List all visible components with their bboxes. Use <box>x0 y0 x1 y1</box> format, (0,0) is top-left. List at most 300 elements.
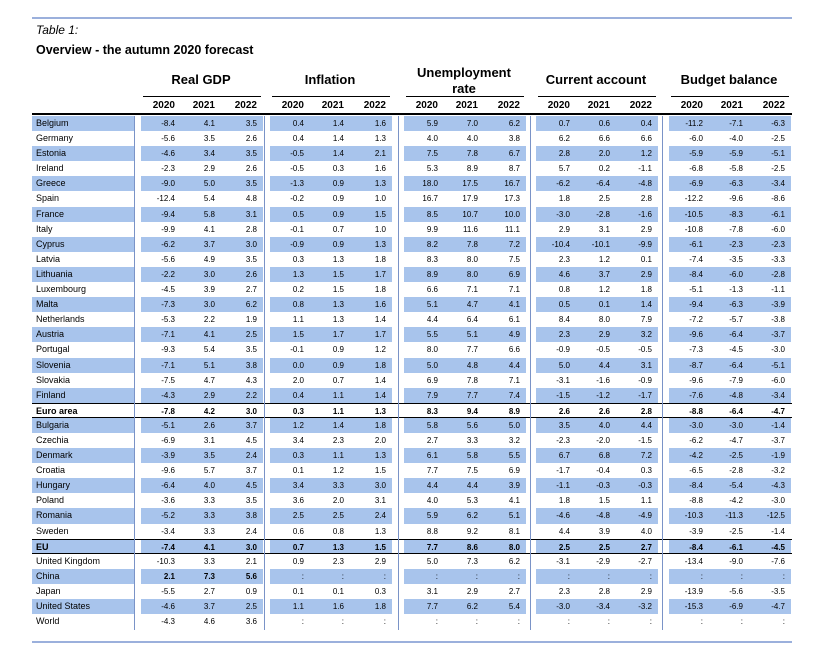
value-cell: 1.5 <box>292 330 304 340</box>
country-label: Japan <box>36 585 61 596</box>
value-cell: 6.6 <box>640 134 652 144</box>
table-row <box>32 478 792 493</box>
value-cell: 2.5 <box>558 542 570 552</box>
country-label: Portugal <box>36 344 70 355</box>
value-cell: 4.0 <box>466 134 478 144</box>
country-label: EU <box>32 540 134 553</box>
country-label: Finland <box>32 388 134 403</box>
value-cell: 1.0 <box>374 194 386 204</box>
table-row <box>32 584 792 599</box>
value-cell: 3.1 <box>245 209 257 219</box>
value-cell: 2.0 <box>598 149 610 159</box>
value-cell: 2.8 <box>640 194 652 204</box>
value-cell: 6.2 <box>466 511 478 521</box>
value-cell: -5.6 <box>161 254 175 264</box>
country-label: Sweden <box>36 525 69 536</box>
value-cell: 4.0 <box>640 526 652 536</box>
value-cell: -6.2 <box>161 239 175 249</box>
year-header: 2021 <box>321 100 344 111</box>
value-cell: 8.1 <box>508 526 520 536</box>
value-cell: 0.6 <box>292 526 304 536</box>
value-cell: 0.4 <box>640 119 652 128</box>
table-row <box>32 146 792 161</box>
value-cell: : <box>301 617 304 627</box>
value-cell: 3.5 <box>245 149 257 159</box>
value-cell: -4.9 <box>638 511 652 521</box>
column-separator <box>134 116 135 630</box>
value-cell: 0.4 <box>292 119 304 128</box>
table-row <box>32 161 792 176</box>
country-label: Belgium <box>32 116 134 131</box>
table-row <box>32 539 792 554</box>
value-cell: 2.1 <box>163 571 175 581</box>
country-label: United Kingdom <box>36 555 101 566</box>
value-cell: 3.5 <box>203 134 215 144</box>
value-cell: 0.1 <box>640 254 652 264</box>
value-cell: 5.0 <box>426 360 438 370</box>
country-label: Poland <box>36 495 65 506</box>
column-separator <box>398 116 399 630</box>
value-cell: -6.3 <box>729 300 743 310</box>
value-cell: 2.2 <box>203 315 215 325</box>
year-header: 2020 <box>680 100 703 111</box>
value-cell: 1.8 <box>374 254 386 264</box>
value-cell: -4.5 <box>729 345 743 355</box>
value-cell: 4.4 <box>426 481 438 491</box>
value-cell: 3.3 <box>203 556 215 566</box>
country-label: Denmark <box>32 448 134 463</box>
value-cell: 1.6 <box>374 164 386 174</box>
value-cell: 6.6 <box>426 285 438 295</box>
value-cell: 2.7 <box>203 586 215 596</box>
value-cell: 5.8 <box>203 209 215 219</box>
value-cell: 5.3 <box>426 164 438 174</box>
value-cell: 3.6 <box>292 496 304 506</box>
value-cell: -3.0 <box>556 209 570 219</box>
value-cell: 3.1 <box>374 496 386 506</box>
value-cell: 7.1 <box>508 285 520 295</box>
value-cell: -4.7 <box>771 602 785 611</box>
value-cell: 6.9 <box>508 466 520 476</box>
value-cell: -3.2 <box>771 466 785 476</box>
value-cell: -5.1 <box>771 360 785 370</box>
value-cell: 6.7 <box>508 149 520 159</box>
value-cell: 0.7 <box>292 542 304 552</box>
value-cell: 6.2 <box>508 556 520 566</box>
value-cell: 9.9 <box>426 224 438 234</box>
value-cell: -0.9 <box>556 345 570 355</box>
value-cell: -7.9 <box>729 375 743 385</box>
value-cell: 1.4 <box>374 315 386 325</box>
value-cell: 4.3 <box>245 375 257 385</box>
value-cell: 1.3 <box>332 542 344 552</box>
value-cell: 1.8 <box>558 496 570 506</box>
country-label: Luxembourg <box>36 284 87 295</box>
value-cell: 2.8 <box>245 224 257 234</box>
value-cell: 7.0 <box>466 119 478 128</box>
value-cell: 3.5 <box>245 345 257 355</box>
value-cell: 7.1 <box>508 375 520 385</box>
value-cell: 6.9 <box>426 375 438 385</box>
value-cell: -4.3 <box>161 390 175 400</box>
value-cell: 1.6 <box>374 119 386 128</box>
value-cell: 2.3 <box>558 254 570 264</box>
value-cell: -1.4 <box>771 526 785 536</box>
value-cell: -8.8 <box>689 406 703 416</box>
table-row <box>32 448 792 463</box>
group-underline <box>272 96 390 97</box>
value-cell: : <box>383 571 386 581</box>
value-cell: 3.7 <box>245 466 257 476</box>
value-cell: -4.8 <box>638 179 652 189</box>
value-cell: 2.6 <box>598 406 610 416</box>
value-cell: 3.1 <box>203 435 215 445</box>
value-cell: 5.4 <box>203 194 215 204</box>
value-cell: 5.1 <box>426 300 438 310</box>
value-cell: 4.0 <box>426 496 438 506</box>
value-cell: -13.9 <box>684 586 703 596</box>
value-cell: -10.8 <box>684 224 703 234</box>
value-cell: -6.9 <box>729 602 743 611</box>
value-cell: 5.4 <box>508 602 520 611</box>
value-cell: : <box>341 617 344 627</box>
value-cell: 16.7 <box>504 179 520 189</box>
value-cell: -0.9 <box>638 375 652 385</box>
value-cell: -5.2 <box>161 511 175 521</box>
value-cell: -7.8 <box>161 406 175 416</box>
value-cell: 0.8 <box>332 526 344 536</box>
value-cell: 2.4 <box>374 511 386 521</box>
table-title: Overview - the autumn 2020 forecast <box>36 43 254 57</box>
value-cell: 8.6 <box>466 542 478 552</box>
value-cell: -15.3 <box>684 602 703 611</box>
value-cell: 0.3 <box>640 466 652 476</box>
value-cell: 6.6 <box>598 134 610 144</box>
value-cell: 4.4 <box>466 481 478 491</box>
value-cell: 1.1 <box>332 406 344 416</box>
value-cell: -6.4 <box>596 179 610 189</box>
value-cell: 0.9 <box>245 586 257 596</box>
value-cell: 5.7 <box>203 466 215 476</box>
value-cell: 2.9 <box>640 269 652 279</box>
value-cell: -4.5 <box>771 542 785 552</box>
value-cell: 1.3 <box>292 269 304 279</box>
value-cell: -1.1 <box>638 164 652 174</box>
value-cell: 0.3 <box>374 586 386 596</box>
country-label: Latvia <box>36 253 61 264</box>
table-row <box>32 297 792 312</box>
value-cell: -8.4 <box>689 269 703 279</box>
value-cell: 6.8 <box>598 451 610 461</box>
value-cell: -6.5 <box>689 466 703 476</box>
year-header: 2021 <box>455 100 478 111</box>
value-cell: 5.9 <box>426 119 438 128</box>
value-cell: 8.8 <box>426 526 438 536</box>
table-row <box>32 191 792 206</box>
value-cell: -2.5 <box>729 451 743 461</box>
value-cell: -11.2 <box>685 119 703 128</box>
value-cell: 0.9 <box>332 360 344 370</box>
table-row <box>32 282 792 297</box>
value-cell: 8.7 <box>508 164 520 174</box>
value-cell: 0.1 <box>332 586 344 596</box>
value-cell: -0.5 <box>290 149 304 159</box>
value-cell: 8.9 <box>466 164 478 174</box>
value-cell: -10.5 <box>684 209 703 219</box>
value-cell: -3.2 <box>638 602 652 611</box>
table-row <box>32 207 792 222</box>
value-cell: -1.2 <box>596 390 610 400</box>
value-cell: -6.4 <box>729 330 743 340</box>
value-cell: 8.0 <box>466 269 478 279</box>
value-cell: 3.7 <box>245 420 257 430</box>
value-cell: 8.3 <box>426 406 438 416</box>
table-caption: Table 1: <box>36 23 79 37</box>
value-cell: 2.9 <box>558 224 570 234</box>
value-cell: 0.1 <box>292 466 304 476</box>
value-cell: 1.3 <box>374 451 386 461</box>
value-cell: -5.5 <box>161 586 175 596</box>
value-cell: -4.0 <box>729 134 743 144</box>
value-cell: 2.5 <box>598 194 610 204</box>
column-separator <box>264 116 265 630</box>
value-cell: 1.8 <box>374 285 386 295</box>
value-cell: 0.3 <box>292 406 304 416</box>
value-cell: 4.8 <box>466 360 478 370</box>
value-cell: 0.4 <box>292 134 304 144</box>
value-cell: 5.0 <box>508 420 520 430</box>
bottom-rule <box>32 641 792 643</box>
value-cell: : <box>475 617 478 627</box>
value-cell: 2.8 <box>558 149 570 159</box>
value-cell: 2.3 <box>332 556 344 566</box>
country-label: Greece <box>32 176 134 191</box>
value-cell: 4.4 <box>640 420 652 430</box>
year-header: 2022 <box>497 100 520 111</box>
value-cell: -2.3 <box>161 164 175 174</box>
value-cell: -6.3 <box>729 179 743 189</box>
value-cell: -5.9 <box>729 149 743 159</box>
value-cell: -9.4 <box>161 209 175 219</box>
value-cell: -1.5 <box>638 435 652 445</box>
year-header: 2022 <box>234 100 257 111</box>
value-cell: -4.8 <box>729 390 743 400</box>
value-cell: -5.8 <box>729 164 743 174</box>
value-cell: 3.9 <box>508 481 520 491</box>
country-label: Lithuania <box>32 267 134 282</box>
value-cell: 2.0 <box>332 496 344 506</box>
value-cell: 5.8 <box>426 420 438 430</box>
value-cell: 7.7 <box>426 602 438 611</box>
value-cell: -2.8 <box>729 466 743 476</box>
table-row <box>32 388 792 403</box>
value-cell: -3.0 <box>729 420 743 430</box>
value-cell: 2.3 <box>558 330 570 340</box>
value-cell: 3.3 <box>466 435 478 445</box>
value-cell: 2.5 <box>245 602 257 611</box>
value-cell: -2.9 <box>596 556 610 566</box>
value-cell: 1.7 <box>374 330 386 340</box>
value-cell: 0.2 <box>598 164 610 174</box>
table-row <box>32 131 792 146</box>
value-cell: -3.0 <box>771 496 785 506</box>
value-cell: 1.3 <box>374 526 386 536</box>
value-cell: : <box>700 571 703 581</box>
value-cell: 3.9 <box>203 285 215 295</box>
table-row <box>32 222 792 237</box>
value-cell: 3.5 <box>203 451 215 461</box>
value-cell: 5.3 <box>466 496 478 506</box>
country-label: Romania <box>32 508 134 523</box>
value-cell: -6.0 <box>771 375 785 385</box>
country-label: Slovenia <box>32 358 134 373</box>
value-cell: 1.4 <box>374 390 386 400</box>
value-cell: 11.1 <box>505 224 520 234</box>
value-cell: -9.6 <box>689 375 703 385</box>
table-row <box>32 358 792 373</box>
value-cell: 1.4 <box>640 300 652 310</box>
value-cell: 4.1 <box>203 224 215 234</box>
value-cell: 0.9 <box>332 179 344 189</box>
value-cell: 3.6 <box>245 617 257 627</box>
header-rule <box>32 113 792 115</box>
value-cell: 1.5 <box>332 269 344 279</box>
value-cell: -3.0 <box>771 345 785 355</box>
value-cell: 0.8 <box>292 300 304 310</box>
value-cell: -4.3 <box>771 481 785 491</box>
country-label: Netherlands <box>36 314 85 325</box>
value-cell: -5.3 <box>161 315 175 325</box>
value-cell: 0.0 <box>292 360 304 370</box>
value-cell: -6.1 <box>771 209 785 219</box>
value-cell: 7.8 <box>466 239 478 249</box>
value-cell: -12.4 <box>156 194 175 204</box>
table-row <box>32 524 792 539</box>
value-cell: 1.3 <box>332 300 344 310</box>
value-cell: 17.5 <box>462 179 478 189</box>
value-cell: 2.7 <box>508 586 520 596</box>
value-cell: : <box>301 571 304 581</box>
value-cell: 0.3 <box>292 254 304 264</box>
value-cell: 2.9 <box>203 390 215 400</box>
value-cell: 0.5 <box>558 300 570 310</box>
value-cell: 8.2 <box>426 239 438 249</box>
value-cell: 2.5 <box>292 511 304 521</box>
value-cell: -12.2 <box>684 194 703 204</box>
value-cell: 7.8 <box>466 375 478 385</box>
year-header: 2022 <box>762 100 785 111</box>
value-cell: -6.0 <box>771 224 785 234</box>
table-row <box>32 237 792 252</box>
value-cell: -6.1 <box>729 542 743 552</box>
value-cell: 2.5 <box>245 330 257 340</box>
value-cell: : <box>383 617 386 627</box>
value-cell: -5.4 <box>729 481 743 491</box>
country-label: Ireland <box>36 163 64 174</box>
value-cell: 3.7 <box>203 239 215 249</box>
value-cell: 3.4 <box>203 149 215 159</box>
value-cell: -9.4 <box>689 300 703 310</box>
value-cell: 2.9 <box>203 164 215 174</box>
value-cell: 1.3 <box>374 179 386 189</box>
value-cell: -0.3 <box>638 481 652 491</box>
year-header: 2020 <box>547 100 570 111</box>
value-cell: : <box>607 617 610 627</box>
value-cell: 8.0 <box>508 542 520 552</box>
value-cell: -2.7 <box>638 556 652 566</box>
value-cell: 7.7 <box>466 390 478 400</box>
value-cell: 2.5 <box>598 542 610 552</box>
value-cell: 7.7 <box>466 345 478 355</box>
value-cell: -3.0 <box>556 602 570 611</box>
value-cell: -3.8 <box>771 315 785 325</box>
value-cell: -3.9 <box>771 300 785 310</box>
value-cell: -7.5 <box>161 375 175 385</box>
value-cell: 3.0 <box>245 239 257 249</box>
value-cell: 4.5 <box>245 435 257 445</box>
value-cell: 17.3 <box>504 194 520 204</box>
value-cell: -6.8 <box>689 164 703 174</box>
value-cell: 7.8 <box>466 149 478 159</box>
value-cell: 1.6 <box>332 602 344 611</box>
value-cell: -1.9 <box>771 451 785 461</box>
value-cell: -7.4 <box>689 254 703 264</box>
value-cell: 1.8 <box>640 285 652 295</box>
value-cell: -8.8 <box>689 496 703 506</box>
value-cell: 11.6 <box>463 224 478 234</box>
value-cell: -1.7 <box>556 466 570 476</box>
value-cell: -9.6 <box>161 466 175 476</box>
value-cell: 5.1 <box>508 511 520 521</box>
value-cell: 7.3 <box>466 556 478 566</box>
value-cell: -3.9 <box>161 451 175 461</box>
value-cell: 5.1 <box>466 330 478 340</box>
value-cell: -1.6 <box>596 375 610 385</box>
value-cell: 1.8 <box>558 194 570 204</box>
value-cell: 1.5 <box>374 209 386 219</box>
value-cell: -6.4 <box>729 360 743 370</box>
value-cell: : <box>475 571 478 581</box>
value-cell: 0.7 <box>332 375 344 385</box>
value-cell: -3.9 <box>689 526 703 536</box>
country-label: Croatia <box>36 465 66 476</box>
country-label: Italy <box>36 223 53 234</box>
value-cell: 3.1 <box>598 224 610 234</box>
value-cell: -12.5 <box>766 511 785 521</box>
value-cell: -0.5 <box>638 345 652 355</box>
value-cell: -2.3 <box>771 239 785 249</box>
value-cell: 1.5 <box>598 496 610 506</box>
value-cell: 1.4 <box>332 134 344 144</box>
value-cell: 3.2 <box>508 435 520 445</box>
value-cell: -3.1 <box>556 556 570 566</box>
value-cell: -10.3 <box>156 556 175 566</box>
value-cell: -3.6 <box>161 496 175 506</box>
value-cell: 3.3 <box>203 526 215 536</box>
value-cell: -1.1 <box>556 481 570 491</box>
value-cell: 4.9 <box>203 254 215 264</box>
value-cell: 6.2 <box>558 134 570 144</box>
value-cell: -5.1 <box>689 285 703 295</box>
value-cell: 2.8 <box>640 406 652 416</box>
value-cell: -10.1 <box>591 239 610 249</box>
value-cell: 3.0 <box>245 542 257 552</box>
value-cell: 3.7 <box>598 269 610 279</box>
value-cell: 1.5 <box>332 285 344 295</box>
value-cell: -6.2 <box>689 435 703 445</box>
value-cell: 4.4 <box>598 360 610 370</box>
value-cell: -5.9 <box>689 149 703 159</box>
